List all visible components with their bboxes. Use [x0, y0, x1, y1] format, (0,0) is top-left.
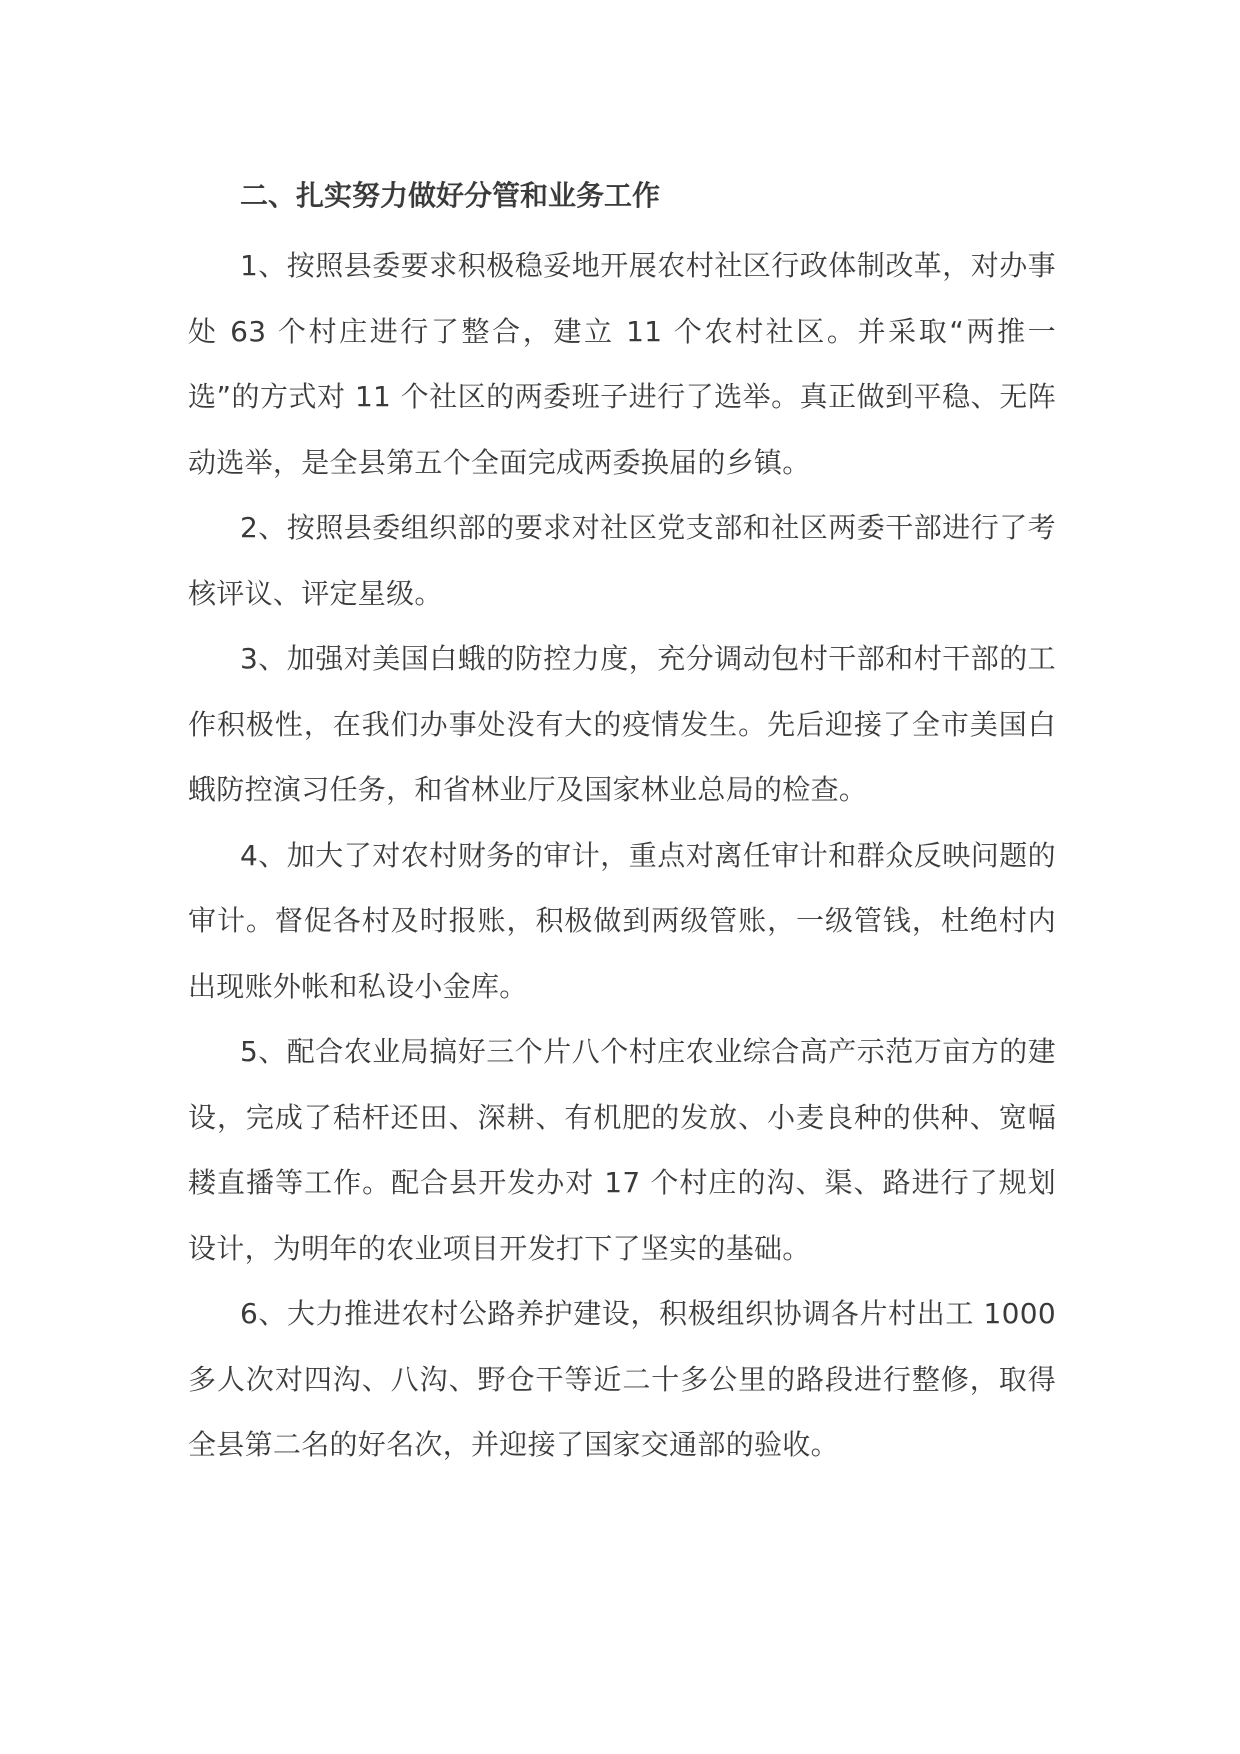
paragraph-2: 2、按照县委组织部的要求对社区党支部和社区两委干部进行了考核评议、评定星级。 [188, 511, 1056, 610]
paragraph-4: 4、加大了对农村财务的审计，重点对离任审计和群众反映问题的审计。督促各村及时报账，积极做到两级管账，一级管钱，杜绝村内出现账外帐和私设小金库。 [188, 838, 1056, 1003]
section-heading: 二、扎实努力做好分管和业务工作 [240, 179, 661, 212]
paragraph-5: 5、配合农业局搞好三个片八个村庄农业综合高产示范万亩方的建设，完成了秸杆还田、深耕、有机肥的发放、小麦良种的供种、宽幅耧直播等工作。配合县开发办对 17 个村庄的沟、渠、路进行了规划设计，为明年的农业项目开发打下了坚实的基础。 [188, 1035, 1056, 1265]
document-page [188, 163, 1056, 1478]
paragraph-6: 6、大力推进农村公路养护建设，积极组织协调各片村出工 1000 多人次对四沟、八沟、野仓干等近二十多公里的路段进行整修，取得全县第二名的好名次，并迎接了国家交通部的验收。 [188, 1297, 1056, 1461]
paragraph-3: 3、加强对美国白蛾的防控力度，充分调动包村干部和村干部的工作积极性，在我们办事处没有大的疫情发生。先后迎接了全市美国白蛾防控演习任务，和省林业厅及国家林业总局的检查。 [188, 642, 1056, 806]
paragraph-1: 1、按照县委要求积极稳妥地开展农村社区行政体制改革，对办事处 63 个村庄进行了整合，建立 11 个农村社区。并采取“两推一选”的方式对 11 个社区的两委班子进行了选举。真正做到平稳、无阵动选举，是全县第五个全面完成两委换届的乡镇。 [188, 249, 1056, 479]
